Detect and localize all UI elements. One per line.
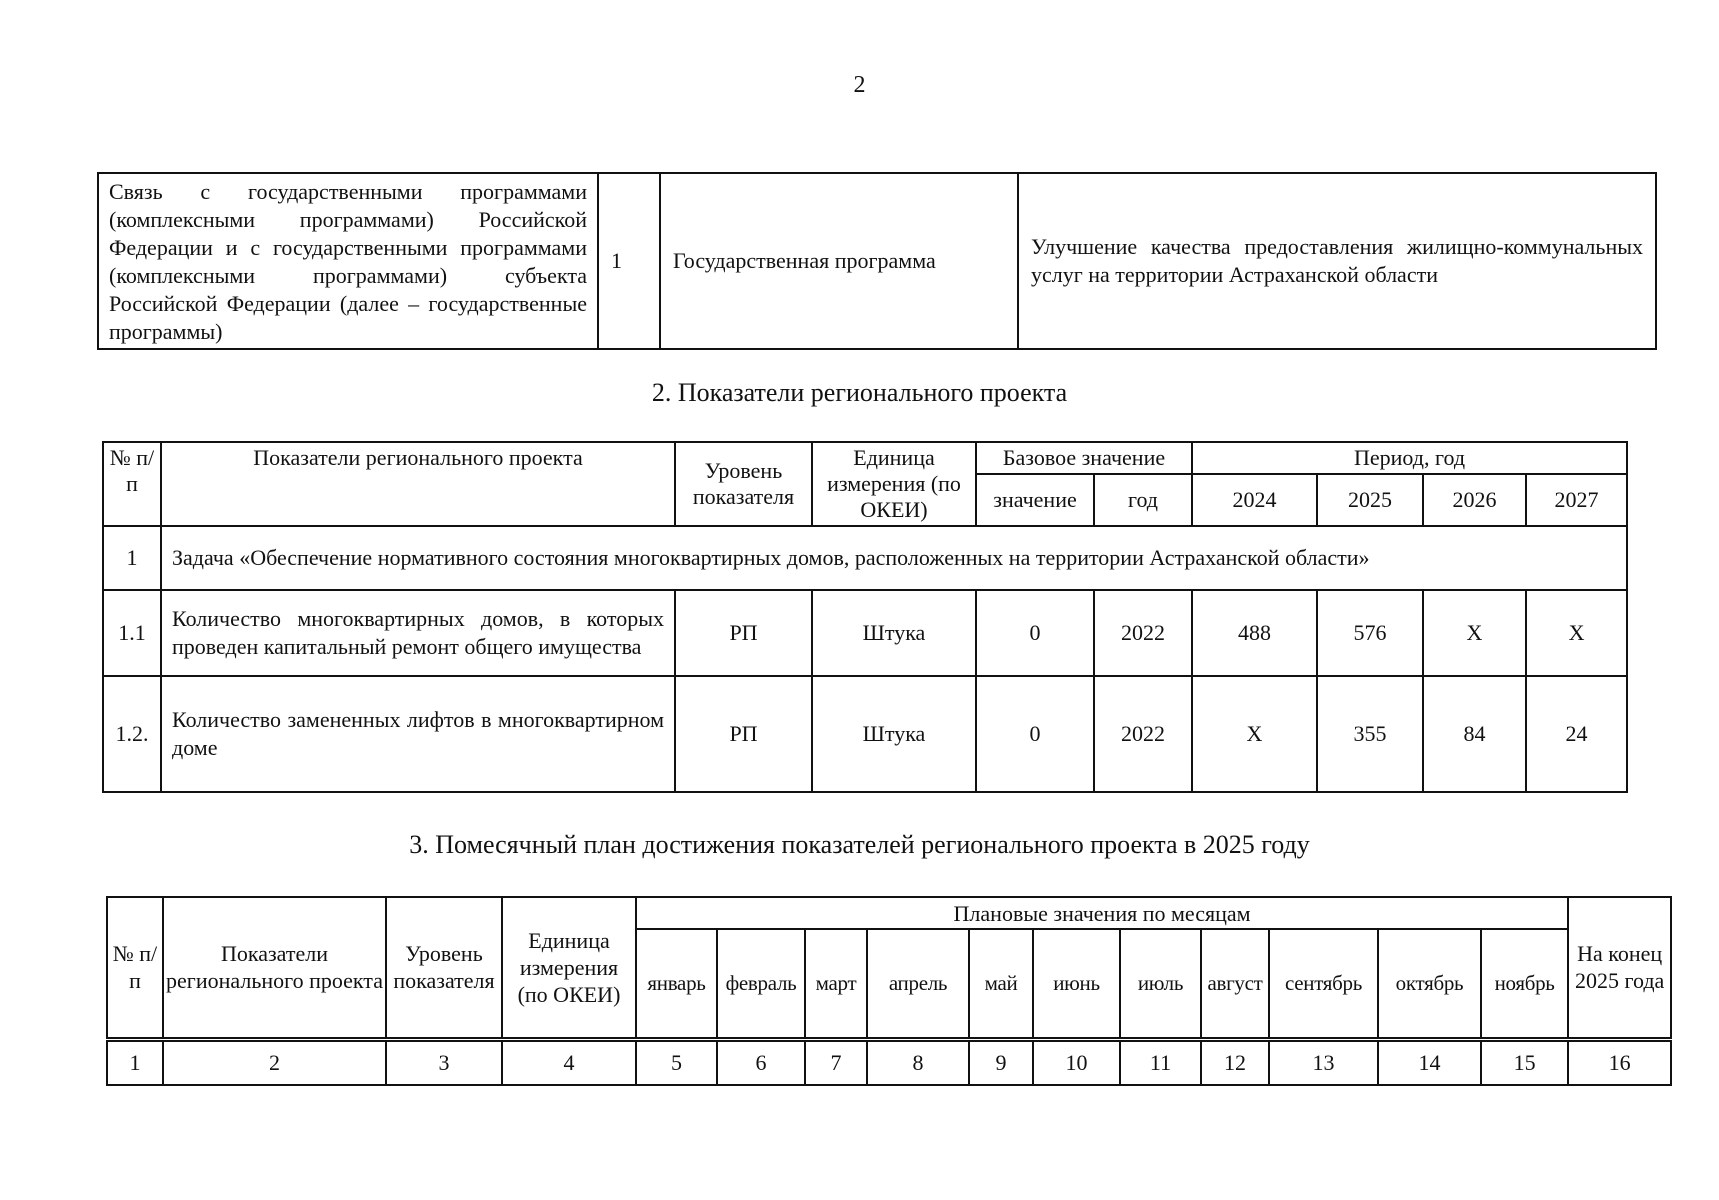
row-base-year: 2022	[1094, 590, 1192, 676]
row-num: 1.1	[103, 590, 161, 676]
row-value-2025: 576	[1317, 590, 1423, 676]
program-link-table	[97, 172, 1657, 350]
row-base-value: 0	[976, 676, 1094, 792]
header-level: Уровень показателя	[386, 897, 502, 1039]
column-number: 5	[636, 1039, 717, 1085]
program-link-number: 1	[598, 173, 660, 349]
row-base-year: 2022	[1094, 676, 1192, 792]
task-row	[103, 526, 1627, 590]
column-number: 8	[867, 1039, 969, 1085]
table-row	[103, 676, 1627, 792]
row-value-2027: X	[1526, 590, 1627, 676]
row-unit: Штука	[812, 590, 976, 676]
header-level: Уровень показателя	[675, 442, 812, 526]
row-level: РП	[675, 590, 812, 676]
indicators-header-row-1	[103, 442, 1627, 474]
header-month-june: июнь	[1033, 929, 1120, 1039]
column-number: 6	[717, 1039, 805, 1085]
header-month-october: октябрь	[1378, 929, 1481, 1039]
header-num: № п/п	[103, 442, 161, 526]
section2-title: 2. Показатели регионального проекта	[651, 378, 1068, 407]
program-link-value: Улучшение качества предоставления жилищно-коммунальных услуг на территории Астраханской области	[1018, 173, 1656, 349]
row-num: 1.2.	[103, 676, 161, 792]
header-unit: Единица измерения (по ОКЕИ)	[502, 897, 636, 1039]
page-number: 2	[853, 72, 866, 98]
header-year-2025: 2025	[1317, 474, 1423, 526]
column-number: 14	[1378, 1039, 1481, 1085]
row-value-2024: X	[1192, 676, 1317, 792]
header-month-july: июль	[1120, 929, 1201, 1039]
header-year-2027: 2027	[1526, 474, 1627, 526]
program-link-label: Связь с государственными программами (комплексными программами) Российской Федерации и с государственными программами (комплексными программами) субъекта Российской Федерации (далее – государственные программы)	[98, 173, 598, 349]
header-month-april: апрель	[867, 929, 969, 1039]
row-value-2024: 488	[1192, 590, 1317, 676]
row-indicator: Количество многоквартирных домов, в которых проведен капитальный ремонт общего имущества	[161, 590, 675, 676]
header-base: Базовое значение	[976, 442, 1192, 474]
header-month-january: январь	[636, 929, 717, 1039]
column-numbers-row	[107, 1039, 1671, 1085]
row-value-2026: X	[1423, 590, 1526, 676]
table-row	[103, 590, 1627, 676]
header-month-november: ноябрь	[1481, 929, 1568, 1039]
column-number: 10	[1033, 1039, 1120, 1085]
column-number: 15	[1481, 1039, 1568, 1085]
row-value-2026: 84	[1423, 676, 1526, 792]
header-indicator: Показатели регионального проекта	[163, 897, 386, 1039]
header-period: Период, год	[1192, 442, 1627, 474]
row-value-2025: 355	[1317, 676, 1423, 792]
monthly-plan-table	[106, 896, 1672, 1086]
header-indicator: Показатели регионального проекта	[161, 442, 675, 526]
column-number: 3	[386, 1039, 502, 1085]
header-month-august: август	[1201, 929, 1269, 1039]
indicators-table	[102, 441, 1628, 793]
header-month-september: сентябрь	[1269, 929, 1378, 1039]
header-year-2024: 2024	[1192, 474, 1317, 526]
column-number: 9	[969, 1039, 1033, 1085]
monthly-header-row-1	[107, 897, 1671, 929]
header-month-february: февраль	[717, 929, 805, 1039]
header-month-may: май	[969, 929, 1033, 1039]
program-link-row	[98, 173, 1656, 349]
column-number: 2	[163, 1039, 386, 1085]
column-number: 12	[1201, 1039, 1269, 1085]
header-month-march: март	[805, 929, 867, 1039]
column-number: 11	[1120, 1039, 1201, 1085]
column-number: 16	[1568, 1039, 1671, 1085]
task-text: Задача «Обеспечение нормативного состояния многоквартирных домов, расположенных на территории Астраханской области»	[161, 526, 1627, 590]
header-monthly: Плановые значения по месяцам	[636, 897, 1568, 929]
column-number: 7	[805, 1039, 867, 1085]
row-base-value: 0	[976, 590, 1094, 676]
header-unit: Единица измерения (по ОКЕИ)	[812, 442, 976, 526]
row-level: РП	[675, 676, 812, 792]
header-base-year: год	[1094, 474, 1192, 526]
program-link-type: Государственная программа	[660, 173, 1018, 349]
section3-title: 3. Помесячный план достижения показателей регионального проекта в 2025 году	[409, 830, 1310, 859]
row-unit: Штука	[812, 676, 976, 792]
header-num: № п/п	[107, 897, 163, 1039]
header-end-of-year: На конец 2025 года	[1568, 897, 1671, 1039]
column-number: 1	[107, 1039, 163, 1085]
column-number: 13	[1269, 1039, 1378, 1085]
task-num: 1	[103, 526, 161, 590]
row-value-2027: 24	[1526, 676, 1627, 792]
row-indicator: Количество замененных лифтов в многоквартирном доме	[161, 676, 675, 792]
header-year-2026: 2026	[1423, 474, 1526, 526]
header-base-value: значение	[976, 474, 1094, 526]
column-number: 4	[502, 1039, 636, 1085]
